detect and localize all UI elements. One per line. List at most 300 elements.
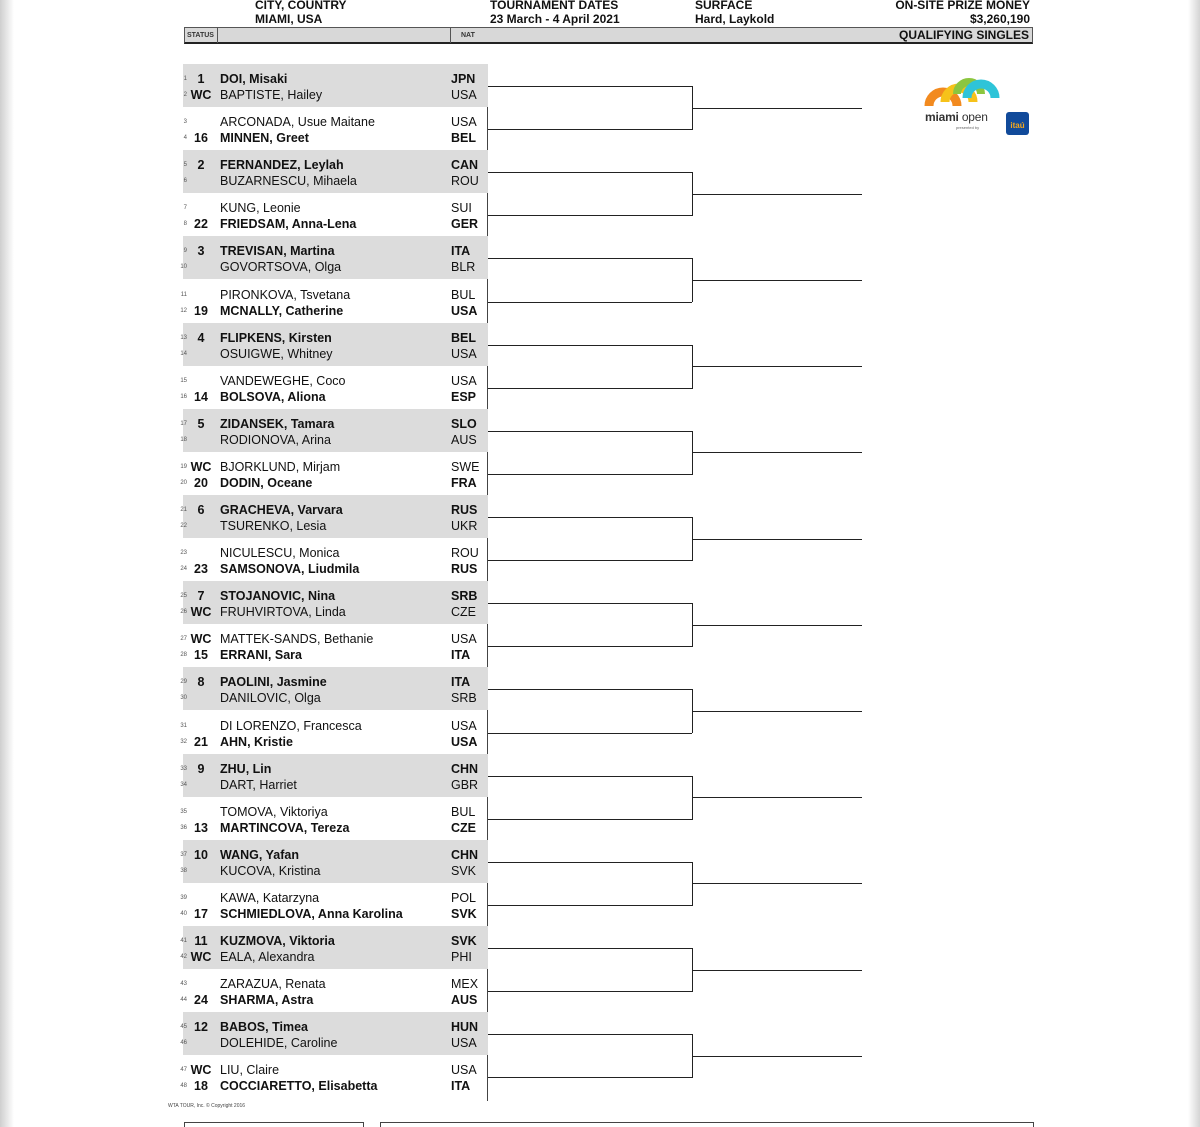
bracket-winner-line — [692, 625, 862, 626]
page-edge-left — [0, 0, 14, 1127]
player-row — [180, 631, 488, 647]
draw-position: 37 — [180, 851, 187, 858]
player-name: NICULESCU, Monica — [220, 546, 340, 561]
match-box — [180, 409, 488, 452]
player-name: LIU, Claire — [220, 1063, 280, 1078]
draw-position: 3 — [183, 119, 187, 126]
player-name: AHN, Kristie — [220, 734, 293, 749]
player-row — [180, 804, 488, 820]
draw-position: 33 — [180, 765, 187, 772]
seed-status: 17 — [194, 906, 208, 921]
miami-open-logo — [918, 72, 1033, 140]
player-row — [183, 130, 488, 146]
player-nationality: ITA — [451, 244, 471, 259]
player-name: MINNEN, Greet — [220, 131, 309, 146]
match-box — [180, 926, 488, 969]
draw-position: 39 — [180, 894, 187, 901]
seed-status: 22 — [194, 217, 208, 232]
bracket-line — [488, 86, 692, 87]
match-box — [180, 754, 488, 797]
player-name: TOMOVA, Viktoriya — [220, 804, 328, 819]
draw-position: 25 — [180, 593, 187, 600]
bracket-winner-line — [692, 711, 862, 712]
draw-position: 31 — [180, 722, 187, 729]
surface-value: Hard, Laykold — [695, 12, 775, 26]
draw-position: 30 — [180, 695, 187, 702]
draw-position: 7 — [183, 205, 187, 212]
player-name: BJORKLUND, Mirjam — [220, 459, 341, 474]
city-country-label: CITY, COUNTRY — [255, 0, 347, 12]
draw-position: 36 — [180, 824, 187, 831]
draw-position: 19 — [180, 463, 187, 470]
player-nationality: USA — [451, 115, 477, 130]
seed-status: 14 — [194, 389, 208, 404]
draw-position: 43 — [180, 981, 187, 988]
match-box — [180, 969, 488, 1012]
player-nationality: SVK — [451, 863, 477, 878]
player-row — [180, 1035, 488, 1051]
player-nationality: PHI — [451, 950, 472, 964]
player-nationality: SRB — [451, 589, 478, 604]
seed-status: 18 — [194, 1079, 208, 1094]
nat-column-label: NAT — [461, 32, 475, 39]
player-name: MCNALLY, Catherine — [220, 303, 344, 318]
player-nationality: POL — [451, 890, 477, 905]
draw-position: 32 — [180, 738, 187, 745]
player-row — [180, 330, 488, 346]
player-nationality: HUN — [451, 1020, 479, 1035]
player-row — [180, 561, 488, 577]
tournament-dates-label: TOURNAMENT DATES — [490, 0, 619, 12]
seed-status: 19 — [194, 303, 208, 318]
draw-position: 44 — [180, 997, 187, 1004]
player-name: FERNANDEZ, Leylah — [220, 158, 344, 173]
seed-status: WC — [190, 950, 212, 964]
player-name: DI LORENZO, Francesca — [220, 718, 362, 733]
match-box — [180, 797, 488, 840]
player-name: COCCIARETTO, Elisabetta — [220, 1079, 378, 1094]
player-row — [180, 906, 488, 922]
draw-position: 40 — [180, 910, 187, 917]
player-nationality: ROU — [451, 546, 479, 561]
player-name: BOLSOVA, Aliona — [220, 389, 326, 404]
player-row — [180, 303, 488, 319]
match-box — [180, 1012, 488, 1055]
draw-position: 26 — [180, 609, 187, 616]
player-name: ERRANI, Sara — [220, 648, 302, 663]
bracket-winner-line — [692, 539, 862, 540]
player-name: BUZARNESCU, Mihaela — [220, 174, 357, 189]
draw-position: 13 — [180, 334, 187, 341]
match-box — [183, 107, 488, 150]
player-row — [180, 847, 488, 863]
bracket-line — [488, 172, 692, 173]
bracket-winner-line — [692, 970, 862, 971]
player-nationality: SVK — [451, 906, 477, 921]
player-nationality: RUS — [451, 503, 478, 517]
player-nationality: UKR — [451, 519, 478, 533]
player-name: TREVISAN, Martina — [220, 244, 335, 259]
player-nationality: BUL — [451, 287, 476, 302]
match-box — [180, 581, 488, 624]
draw-position: 27 — [180, 636, 187, 643]
player-nationality: ITA — [451, 648, 471, 663]
match-box — [183, 150, 488, 193]
player-row — [180, 734, 488, 750]
player-name: PAOLINI, Jasmine — [220, 675, 327, 690]
player-name: KUNG, Leonie — [220, 201, 301, 216]
player-name: GOVORTSOVA, Olga — [220, 260, 342, 275]
player-nationality: CZE — [451, 820, 476, 835]
player-row — [180, 588, 488, 604]
bracket-line — [488, 862, 692, 863]
match-box — [180, 538, 488, 581]
player-name: MARTINCOVA, Tereza — [220, 820, 350, 835]
player-nationality: SVK — [451, 934, 477, 948]
seed-status: 15 — [194, 648, 208, 663]
seed-status: 24 — [194, 993, 208, 1008]
bracket-line — [488, 948, 692, 949]
player-row — [180, 604, 488, 620]
player-row — [183, 71, 488, 87]
player-name: BABOS, Timea — [220, 1020, 308, 1035]
city-country-value: MIAMI, USA — [255, 12, 323, 26]
player-name: FRIEDSAM, Anna-Lena — [220, 217, 357, 232]
seed-status: 4 — [197, 330, 205, 345]
player-nationality: SUI — [451, 201, 472, 216]
player-nationality: ESP — [451, 389, 477, 404]
seed-status: 11 — [194, 934, 208, 948]
player-nationality: SWE — [451, 459, 480, 474]
match-box — [183, 64, 488, 107]
draw-position: 9 — [183, 248, 187, 255]
player-name: KUZMOVA, Viktoria — [220, 934, 335, 948]
draw-position: 15 — [180, 377, 187, 384]
seed-status: 23 — [194, 562, 208, 577]
draw-position: 20 — [180, 479, 187, 486]
match-box — [180, 667, 488, 710]
player-name: OSUIGWE, Whitney — [220, 346, 333, 361]
seed-status: 12 — [194, 1020, 208, 1035]
player-row — [180, 690, 488, 706]
seed-status: WC — [190, 88, 212, 102]
player-nationality: JPN — [451, 72, 476, 86]
match-box — [180, 840, 488, 883]
player-nationality: USA — [451, 373, 477, 388]
draw-position: 23 — [180, 550, 187, 557]
draw-position: 17 — [180, 420, 187, 427]
player-row — [180, 346, 488, 362]
footer-box-right — [380, 1122, 1034, 1127]
match-box — [180, 236, 488, 279]
player-name: RODIONOVA, Arina — [220, 432, 331, 447]
bracket-line — [488, 1077, 692, 1078]
player-name: FRUHVIRTOVA, Linda — [220, 605, 346, 620]
player-row — [180, 863, 488, 879]
player-row — [180, 259, 488, 275]
draw-position: 6 — [183, 178, 187, 185]
player-nationality: CAN — [451, 158, 479, 173]
player-name: SCHMIEDLOVA, Anna Karolina — [220, 906, 403, 921]
draw-position: 11 — [180, 291, 187, 298]
player-nationality: USA — [451, 1063, 477, 1078]
seed-status: 10 — [194, 847, 208, 862]
player-row — [180, 674, 488, 690]
player-name: DOI, Misaki — [220, 72, 288, 86]
player-nationality: RUS — [451, 562, 478, 577]
bracket-winner-line — [692, 108, 862, 109]
seed-status: 2 — [197, 158, 205, 173]
draw-table — [180, 64, 488, 1101]
draw-position: 48 — [180, 1083, 187, 1090]
player-name: BAPTISTE, Hailey — [220, 88, 323, 102]
player-nationality: CHN — [451, 847, 479, 862]
match-box — [180, 883, 488, 926]
player-row — [180, 761, 488, 777]
bracket-line — [488, 819, 692, 820]
player-name: ZIDANSEK, Tamara — [220, 416, 335, 431]
draw-position: 5 — [183, 162, 187, 169]
draw-type-title: QUALIFYING SINGLES — [898, 28, 1029, 42]
player-row — [180, 432, 488, 448]
seed-status: 3 — [197, 244, 205, 259]
surface-label: SURFACE — [695, 0, 753, 12]
player-name: FLIPKENS, Kirsten — [220, 330, 332, 345]
seed-status: 6 — [197, 503, 205, 517]
draw-position: 41 — [180, 938, 187, 944]
player-row — [180, 459, 488, 475]
player-row — [180, 389, 488, 405]
player-name: TSURENKO, Lesia — [220, 519, 327, 533]
bracket-line — [488, 215, 692, 216]
draw-position: 2 — [183, 92, 187, 98]
player-name: SHARMA, Astra — [220, 993, 314, 1008]
player-row — [180, 949, 488, 965]
draw-position: 24 — [180, 566, 187, 573]
nat-divider — [450, 28, 451, 43]
player-row — [180, 518, 488, 534]
logo-presented-by: presented by — [956, 125, 980, 130]
draw-position: 21 — [180, 507, 187, 513]
player-nationality: USA — [451, 632, 477, 647]
player-row — [183, 157, 488, 173]
draw-position: 8 — [183, 221, 187, 228]
itau-logo-icon: itaú — [1006, 112, 1029, 135]
player-nationality: BUL — [451, 804, 476, 819]
match-box — [180, 452, 488, 495]
logo-word-open: open — [958, 110, 988, 124]
draw-position: 47 — [180, 1067, 187, 1074]
player-name: KAWA, Katarzyna — [220, 890, 320, 905]
player-nationality: FRA — [451, 475, 477, 490]
player-nationality: ITA — [451, 1079, 471, 1094]
tournament-dates-value: 23 March - 4 April 2021 — [490, 12, 620, 26]
seed-status: 1 — [197, 72, 205, 86]
player-row — [180, 1062, 488, 1078]
footer-box-left — [184, 1122, 364, 1127]
rainbow-logo-icon — [923, 72, 1003, 112]
player-row — [180, 1019, 488, 1035]
seed-status: WC — [190, 632, 212, 647]
player-row — [183, 87, 488, 103]
seed-status: 5 — [197, 416, 205, 431]
player-name: DODIN, Oceane — [220, 475, 313, 490]
status-column-label: STATUS — [187, 32, 214, 39]
player-nationality: USA — [451, 718, 477, 733]
draw-position: 38 — [180, 867, 187, 874]
bracket-line — [488, 388, 692, 389]
match-box — [180, 323, 488, 366]
player-nationality: USA — [451, 303, 478, 318]
bracket-line — [488, 345, 692, 346]
seed-status: 13 — [194, 820, 208, 835]
bracket-line — [488, 258, 692, 259]
page-edge-right — [1188, 0, 1200, 1127]
player-nationality: MEX — [451, 977, 479, 992]
bracket-line — [488, 302, 692, 303]
player-row — [180, 373, 488, 389]
seed-status: WC — [190, 1063, 212, 1078]
copyright-text: WTA TOUR, Inc. © Copyright 2016 — [168, 1103, 246, 1109]
match-box — [180, 495, 488, 538]
match-box — [180, 1055, 488, 1098]
seed-status: WC — [190, 459, 212, 474]
player-row — [180, 545, 488, 561]
player-name: STOJANOVIC, Nina — [220, 589, 336, 604]
bracket-line — [488, 733, 692, 734]
player-row — [180, 992, 488, 1008]
player-row — [180, 1078, 488, 1094]
bracket-line — [488, 474, 692, 475]
player-name: DOLEHIDE, Caroline — [220, 1036, 338, 1051]
player-row — [180, 416, 488, 432]
player-row — [180, 502, 488, 518]
player-name: KUCOVA, Kristina — [220, 863, 321, 878]
bracket-winner-line — [692, 366, 862, 367]
bracket-line — [488, 689, 692, 690]
draw-position: 16 — [180, 393, 187, 400]
player-nationality: USA — [451, 88, 477, 102]
bracket-winner-line — [692, 452, 862, 453]
player-row — [183, 173, 488, 189]
player-name: GRACHEVA, Varvara — [220, 503, 343, 517]
draw-position: 35 — [180, 808, 187, 815]
draw-position: 28 — [180, 652, 187, 659]
draw-position: 4 — [183, 135, 187, 142]
player-nationality: USA — [451, 1036, 477, 1051]
player-row — [180, 287, 488, 303]
bracket-line — [488, 905, 692, 906]
player-row — [180, 647, 488, 663]
match-box — [180, 280, 488, 323]
seed-status: 9 — [197, 761, 205, 776]
bracket-line — [488, 431, 692, 432]
player-name: VANDEWEGHE, Coco — [220, 373, 346, 388]
player-nationality: ITA — [451, 675, 471, 690]
match-box — [180, 366, 488, 409]
bracket-winner-line — [692, 883, 862, 884]
seed-status: 7 — [197, 589, 205, 604]
prize-money-value: $3,260,190 — [969, 12, 1030, 26]
player-name: SAMSONOVA, Liudmila — [220, 562, 360, 577]
player-row — [180, 475, 488, 491]
seed-status: 21 — [194, 734, 208, 749]
player-nationality: SRB — [451, 691, 477, 706]
player-row — [180, 820, 488, 836]
player-row — [180, 777, 488, 793]
match-box — [183, 193, 488, 236]
player-name: ZARAZUA, Renata — [220, 977, 326, 992]
match-box — [180, 711, 488, 754]
tournament-dates-block — [490, 0, 620, 26]
bracket-line — [488, 1034, 692, 1035]
player-nationality: SLO — [451, 416, 477, 431]
player-row — [183, 200, 488, 216]
player-nationality: ROU — [451, 174, 479, 189]
player-nationality: BLR — [451, 260, 476, 275]
status-divider — [217, 28, 218, 43]
player-nationality: USA — [451, 734, 478, 749]
draw-position: 45 — [180, 1024, 187, 1031]
bracket-line — [488, 603, 692, 604]
bracket-winner-line — [692, 280, 862, 281]
bracket-line — [488, 776, 692, 777]
player-nationality: GER — [451, 217, 479, 232]
player-name: EALA, Alexandra — [220, 950, 315, 964]
prize-money-label: ON-SITE PRIZE MONEY — [895, 0, 1030, 12]
logo-word-miami: miami — [925, 110, 959, 124]
player-nationality: BEL — [451, 131, 476, 146]
logo-wordmark — [925, 110, 988, 124]
surface-block — [695, 0, 774, 26]
player-name: ARCONADA, Usue Maitane — [220, 115, 375, 130]
player-name: DANILOVIC, Olga — [220, 691, 321, 706]
player-row — [180, 976, 488, 992]
seed-status: 16 — [194, 131, 208, 146]
player-nationality: USA — [451, 346, 477, 361]
player-nationality: BEL — [451, 330, 476, 345]
bracket-winner-line — [692, 797, 862, 798]
bracket-line — [488, 560, 692, 561]
draw-position: 10 — [180, 264, 187, 271]
draw-position: 22 — [180, 523, 187, 529]
player-row — [180, 718, 488, 734]
player-nationality: GBR — [451, 777, 479, 792]
player-name: WANG, Yafan — [220, 847, 299, 862]
player-nationality: CZE — [451, 605, 476, 620]
match-box — [180, 624, 488, 667]
player-nationality: AUS — [451, 432, 477, 447]
player-nationality: CHN — [451, 761, 479, 776]
seed-status: 20 — [194, 475, 208, 490]
prize-money-block — [880, 0, 1030, 26]
draw-position: 42 — [180, 954, 187, 960]
player-row — [180, 933, 488, 949]
draw-position: 18 — [180, 436, 187, 443]
player-name: ZHU, Lin — [220, 761, 272, 776]
player-row — [183, 216, 488, 232]
bracket-winner-line — [692, 194, 862, 195]
player-row — [183, 243, 488, 259]
bracket-line — [488, 646, 692, 647]
bracket-line — [488, 129, 692, 130]
player-name: DART, Harriet — [220, 777, 297, 792]
draw-position: 29 — [180, 679, 187, 686]
draw-position: 12 — [180, 307, 187, 314]
player-nationality: AUS — [451, 993, 478, 1008]
seed-status: 8 — [197, 675, 205, 690]
status-header-bar — [184, 27, 1033, 44]
